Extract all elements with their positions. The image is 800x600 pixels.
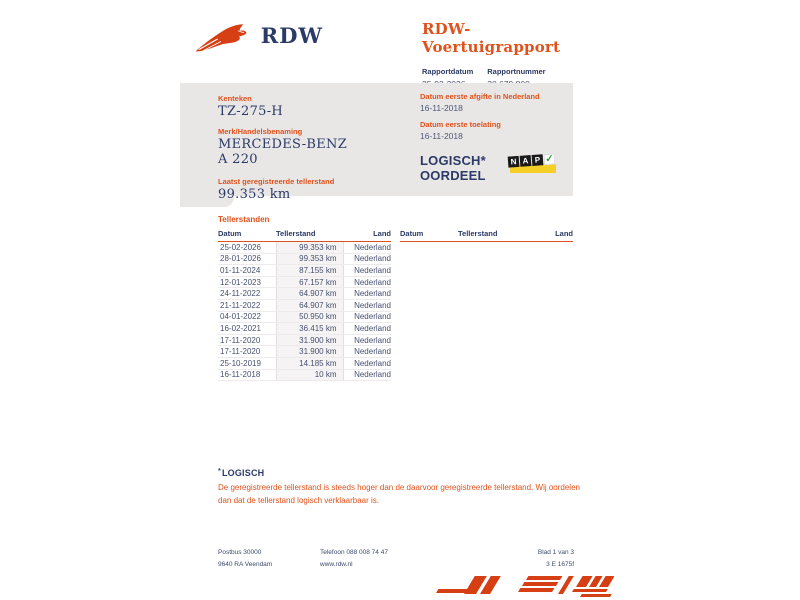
col-header-tellerstand: Tellerstand [276, 229, 343, 242]
footer-page-info [538, 547, 574, 571]
col-header-datum: Datum [400, 229, 458, 242]
first-admission-value: 16-11-2018 [420, 131, 463, 141]
report-number-label: Rapportnummer [487, 67, 546, 76]
col-header-datum: Datum [218, 229, 276, 242]
brand-value: MERCEDES-BENZ A 220 [218, 136, 348, 167]
verdict-block [420, 153, 570, 183]
col-header-tellerstand: Tellerstand [458, 229, 525, 242]
brand-label: Merk/Handelsbenaming [218, 126, 303, 136]
col-header-land: Land [525, 229, 573, 242]
footer-website: www.rdw.nl [320, 561, 353, 568]
table-row: 21-11-2022 64.907 km Nederland [220, 300, 391, 310]
odometer-section-title: Tellerstanden [218, 215, 270, 224]
table-header-row [218, 229, 391, 242]
form-code: 3 E 1675f [546, 561, 574, 568]
table-row: 17-11-2020 31.900 km Nederland [220, 335, 391, 345]
odometer-table-right [400, 229, 573, 381]
license-value: TZ-275-H [218, 104, 284, 119]
license-label: Kenteken [218, 94, 252, 103]
odometer-section [218, 215, 574, 381]
odometer-table-left [218, 229, 391, 381]
first-admission-label: Datum eerste toelating [420, 120, 501, 129]
rdw-logo-text: RDW [260, 22, 323, 48]
verdict-text: LOGISCH* OORDEEL [420, 153, 486, 183]
table-row: 25-02-2026 99.353 km Nederland [220, 242, 391, 252]
nap-letter-p: P [532, 154, 544, 166]
asterisk-marker: * [218, 468, 221, 475]
table-row: 16-02-2021 36.415 km Nederland [220, 323, 391, 333]
verdict-explanation [218, 468, 590, 508]
table-row: 28-01-2026 99.353 km Nederland [220, 254, 391, 264]
footer-contact [320, 547, 538, 571]
vehicle-summary-panel [180, 83, 573, 202]
report-header [422, 20, 592, 89]
table-row: 04-01-2022 50.950 km Nederland [220, 312, 391, 322]
table-row: 17-11-2020 31.900 km Nederland [220, 347, 391, 357]
table-row: 16-11-2018 10 km Nederland [220, 370, 391, 380]
last-odometer-value: 99.353 km [218, 186, 291, 202]
note-text: De geregistreerde tellerstand is steeds hoger dan de daarvoor geregistreerde tellerstand. Wij oordelen dan dat de tellerstand logisch verklaarbaar is. [218, 483, 580, 505]
rdw-logo [193, 14, 323, 64]
last-odometer-label: Laatst geregistreerde tellerstand [218, 176, 335, 186]
footer-phone: Telefoon 088 008 74 47 [320, 549, 388, 556]
page-footer [218, 547, 574, 571]
nap-letter-a: A [520, 155, 532, 167]
first-issue-value: 16-11-2018 [420, 103, 463, 113]
table-row: 01-11-2024 87.155 km Nederland [220, 265, 391, 275]
note-title: *LOGISCH [218, 468, 265, 478]
nap-logo [508, 155, 558, 175]
col-header-land: Land [343, 229, 391, 242]
footer-address: Postbus 30000 9640 RA Veendam [218, 549, 273, 568]
report-date-label: Rapportdatum [422, 67, 474, 76]
table-row: 12-01-2023 67.157 km Nederland [220, 277, 391, 287]
page-title: RDW-Voertuigrapport [422, 20, 561, 56]
page-number: Blad 1 van 3 [537, 549, 574, 556]
nap-check-icon: ✓ [544, 153, 554, 166]
rdw-bird-icon [193, 16, 259, 62]
speed-lines-graphic-icon [430, 573, 614, 599]
first-issue-label: Datum eerste afgifte in Nederland [420, 92, 540, 101]
table-row: 24-11-2022 64.907 km Nederland [220, 289, 391, 299]
table-row: 25-10-2019 14.185 km Nederland [220, 358, 391, 368]
nap-letter-n: N [508, 156, 520, 168]
table-header-row [400, 229, 573, 242]
